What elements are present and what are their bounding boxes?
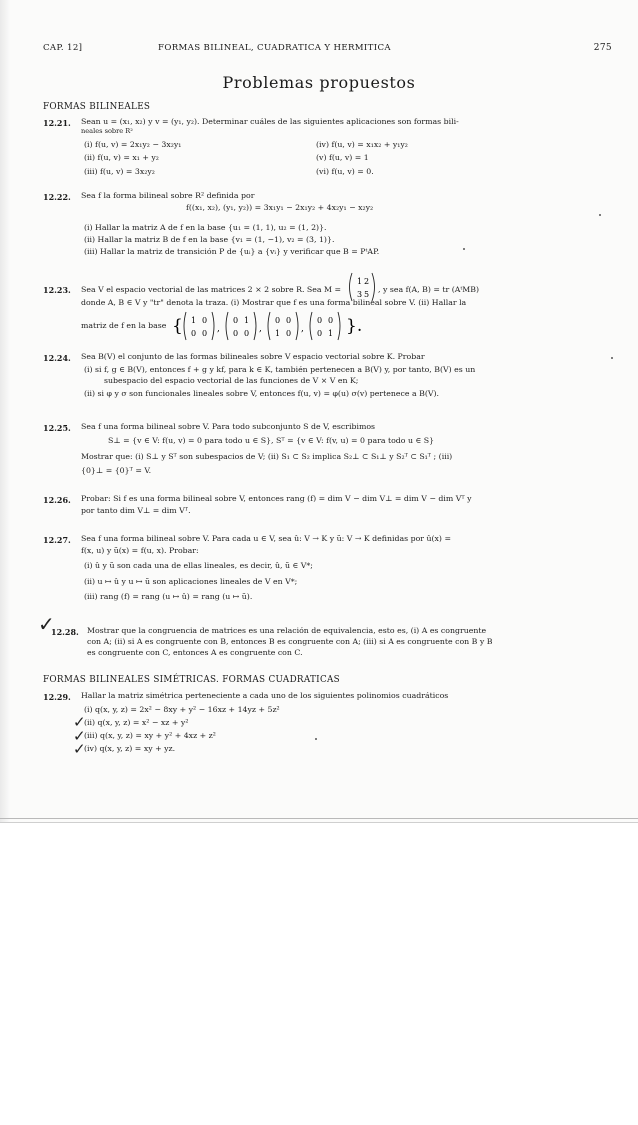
problem-12-26-text: Probar: Si f es una forma bilineal sobre V, entonces rang (f) = dim V − dim V⊥ = dim V − dim Vᵀ y (81, 494, 472, 503)
problem-12-25-text-c: {0}⊥ = {0}ᵀ = V. (81, 466, 152, 475)
problem-12-22-item-i: (i) Hallar la matriz A de f en la base {u₁ = (1, 1), u₂ = (1, 2)}. (84, 223, 327, 232)
basis-entry: 0 (317, 316, 323, 325)
problem-12-28-text-b: con A; (ii) si A es congruente con B, entonces B es congruente con A; (iii) si A es congruente con B y B (87, 637, 493, 646)
problem-12-24-item-ii: (ii) si φ y σ son funcionales lineales sobre V, entonces f(u, v) = φ(u) σ(v) pertenece a B(V). (84, 389, 440, 398)
problem-12-21-item-i: (i) f(u, v) = 2x₁y₂ − 3x₂y₁ (84, 140, 182, 149)
handwritten-check-mark: ✓ (73, 727, 86, 745)
basis-entry: 0 (328, 316, 334, 325)
basis-entry: 0 (317, 329, 323, 338)
basis-entry: 0 (202, 316, 208, 325)
basis-entry: 1 (191, 316, 197, 325)
section-heading-simetricas: FORMAS BILINEALES SIMÉTRICAS. FORMAS CUADRATICAS (43, 675, 340, 685)
problem-12-27-item-iii: (iii) rang (f) = rang (u ↦ û) = rang (u ↦ ũ). (84, 592, 253, 601)
problem-12-29-text: Hallar la matriz simétrica perteneciente a cada uno de los siguientes polinomios cuadráticos (81, 691, 449, 700)
problem-number-12-26: 12.26. (43, 495, 71, 505)
scan-speck (611, 357, 613, 359)
basis-entry: 1 (275, 329, 281, 338)
basis-entry: 1 (244, 316, 250, 325)
problem-number-12-24: 12.24. (43, 353, 71, 363)
problem-12-25-text: Sea f una forma bilineal sobre V. Para todo subconjunto S de V, escribimos (81, 422, 376, 431)
handwritten-check-mark: ✓ (73, 713, 86, 731)
running-title: FORMAS BILINEAL, CUADRATICA Y HERMITICA (158, 43, 391, 53)
problem-12-23-text: Sea V el espacio vectorial de las matrices 2 × 2 sobre R. Sea M = (81, 285, 341, 294)
problem-12-21-item-iv: (iv) f(u, v) = x₁x₂ + y₁y₂ (316, 140, 408, 149)
basis-entry: 0 (233, 316, 239, 325)
matrix-M-entry: 1 (357, 277, 363, 286)
basis-entry: 0 (202, 329, 208, 338)
problem-12-27-text: Sea f una forma bilineal sobre V. Para cada u ∈ V, sea û: V → K y ũ: V → K definidas por û(x) = (81, 534, 451, 543)
problem-12-29-item-iii: (iii) q(x, y, z) = xy + y² + 4xz + z² (84, 731, 216, 740)
problem-12-26-text-b: por tanto dim V⊥ = dim Vᵀ. (81, 506, 191, 515)
problem-12-23-text-c: donde A, B ∈ V y "tr" denota la traza. (i) Mostrar que f es una forma bilineal sobre V. (ii) Hallar la (81, 298, 467, 307)
chapter-label: CAP. 12] (43, 43, 83, 53)
problem-12-29-item-ii: (ii) q(x, y, z) = x² − xz + y² (84, 718, 189, 727)
handwritten-check-mark: ✓ (73, 740, 86, 758)
problem-number-12-25: 12.25. (43, 423, 71, 433)
section-heading-bilineales: FORMAS BILINEALES (43, 102, 151, 112)
problem-12-21-item-ii: (ii) f(u, v) = x₁ + y₂ (84, 153, 159, 162)
problem-12-28-text-c: es congruente con C, entonces A es congruente con C. (87, 648, 303, 657)
basis-matrices (172, 309, 364, 343)
basis-entry: 0 (286, 329, 292, 338)
svg-text:}.: }. (346, 316, 363, 336)
basis-entry: 1 (328, 329, 334, 338)
running-header (43, 43, 612, 57)
svg-text:,: , (301, 324, 304, 334)
scan-edge-shadow (0, 0, 10, 822)
problem-number-12-22: 12.22. (43, 192, 71, 202)
problem-12-21-text: Sean u = (x₁, x₂) y v = (y₁, y₂). Determinar cuáles de las siguientes aplicaciones son formas bili- (81, 117, 459, 126)
problem-12-27-item-ii: (ii) u ↦ û y u ↦ ũ son aplicaciones lineales de V en V*; (84, 577, 298, 586)
problem-12-22-item-ii: (ii) Hallar la matriz B de f en la base {v₁ = (1, −1), v₂ = (3, 1)}. (84, 235, 335, 244)
page-number: 275 (593, 43, 612, 53)
problem-number-12-23: 12.23. (43, 285, 71, 295)
svg-text:,: , (259, 324, 262, 334)
problem-number-12-29: 12.29. (43, 692, 71, 702)
problem-12-21-item-v: (v) f(u, v) = 1 (316, 153, 369, 162)
problem-12-22-equation: f((x₁, x₂), (y₁, y₂)) = 3x₁y₁ − 2x₁y₂ + 4x₂y₁ − x₂y₂ (186, 203, 374, 212)
matrix-M-entry: 3 (357, 290, 363, 299)
problem-12-21-item-iii: (iii) f(u, v) = 3x₂y₂ (84, 167, 155, 176)
problem-12-23-text-b: , y sea f(A, B) = tr (AᵗMB) (378, 285, 480, 294)
problem-12-27-text-b: f(x, u) y ũ(x) = f(u, x). Probar: (81, 546, 199, 555)
problem-12-29-item-i: (i) q(x, y, z) = 2x² − 8xy + y² − 16xz + 14yz + 5z² (84, 705, 280, 714)
problem-12-21-item-vi: (vi) f(u, v) = 0. (316, 167, 374, 176)
problem-12-24-text: Sea B(V) el conjunto de las formas bilineales sobre V espacio vectorial sobre K. Probar (81, 352, 425, 361)
problem-12-23-text-d: matriz de f en la base (81, 321, 167, 330)
basis-entry: 0 (191, 329, 197, 338)
scan-speck (315, 738, 317, 740)
problem-12-25-definitions: S⊥ = {v ∈ V: f(u, v) = 0 para todo u ∈ S}, Sᵀ = {v ∈ V: f(v, u) = 0 para todo u ∈ S} (108, 436, 435, 445)
scan-speck (463, 248, 465, 250)
problem-12-24-item-i-cont: subespacio del espacio vectorial de las funciones de V × V en K; (104, 376, 359, 385)
svg-text:,: , (217, 324, 220, 334)
problem-12-22-text: Sea f la forma bilineal sobre R² definida por (81, 191, 255, 200)
problem-12-22-item-iii: (iii) Hallar la matriz de transición P de {uᵢ} a {vᵢ} y verificar que B = PᵗAP. (84, 247, 380, 256)
problem-12-21-text-cont: neales sobre R² (81, 127, 133, 135)
problem-12-24-item-i: (i) si f, g ∈ B(V), entonces f + g y kf, para k ∈ K, también pertenecen a B(V) y, por tanto, B(V) es un (84, 365, 476, 374)
matrix-M-entry: 5 (364, 290, 370, 299)
problem-12-25-text-b: Mostrar que: (i) S⊥ y Sᵀ son subespacios de V; (ii) S₁ ⊂ S₂ implica S₂⊥ ⊂ S₁⊥ y S₂ᵀ ⊂ S₁ᵀ ; (iii) (81, 452, 453, 461)
problem-12-27-item-i: (i) û y ũ son cada una de ellas lineales, es decir, û, ũ ∈ V*; (84, 561, 313, 570)
problem-number-12-28: 12.28. (51, 627, 79, 637)
scan-speck (599, 214, 601, 216)
problem-number-12-27: 12.27. (43, 535, 71, 545)
page-title: Problemas propuestos (222, 73, 416, 92)
basis-entry: 0 (275, 316, 281, 325)
scan-bottom-edge (0, 822, 638, 823)
basis-entry: 0 (233, 329, 239, 338)
scan-bottom-edge (0, 818, 638, 819)
matrix-M-entry: 2 (364, 277, 370, 286)
basis-entry: 0 (286, 316, 292, 325)
svg-text:{: { (172, 316, 183, 336)
problem-number-12-21: 12.21. (43, 118, 71, 128)
handwritten-check-mark: ✓ (38, 612, 55, 636)
problem-12-29-item-iv: (iv) q(x, y, z) = xy + yz. (84, 744, 176, 753)
problem-12-28-text: Mostrar que la congruencia de matrices es una relación de equivalencia, esto es, (i) A es congruente (87, 626, 487, 635)
basis-entry: 0 (244, 329, 250, 338)
